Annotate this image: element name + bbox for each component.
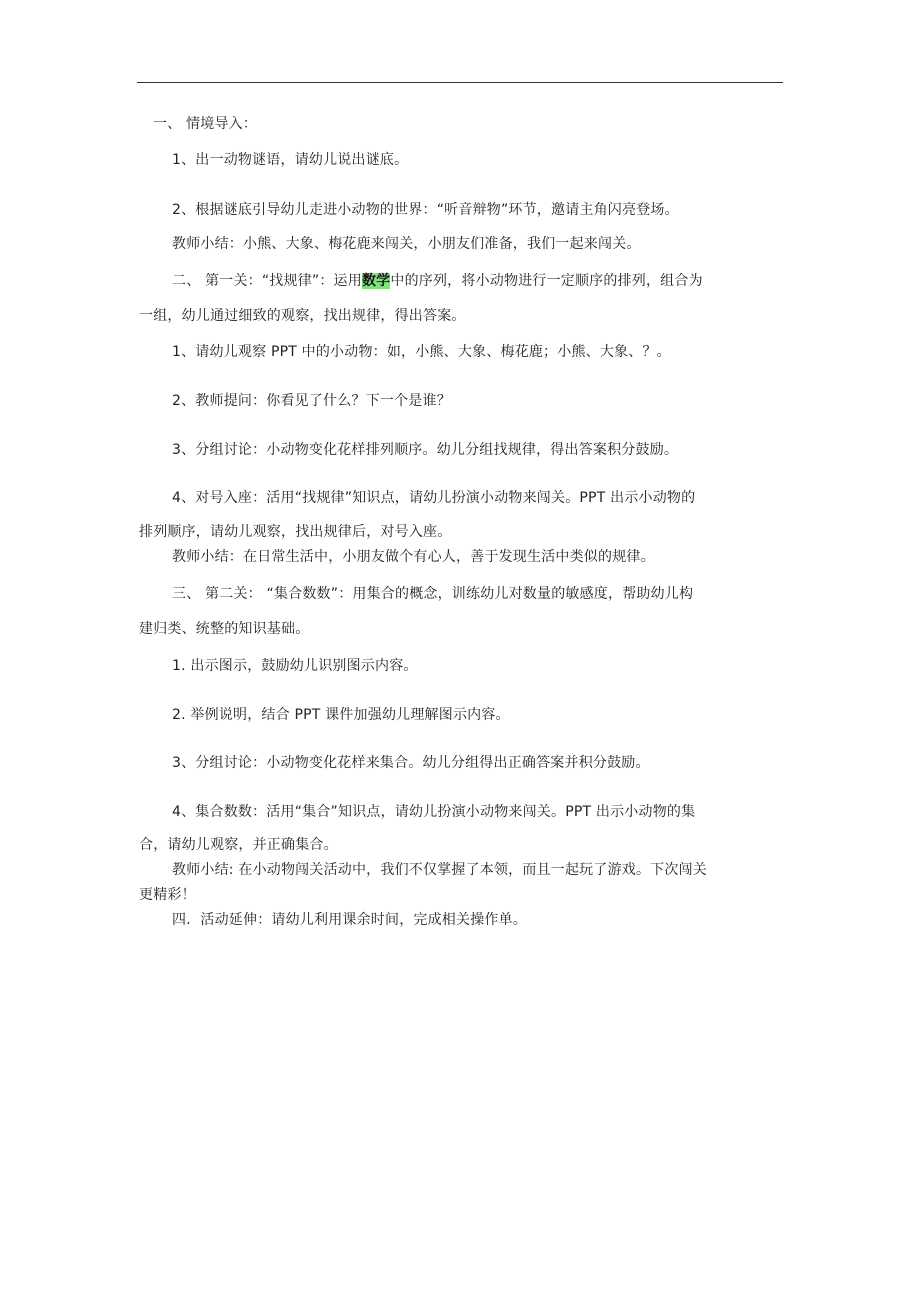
section-2-item-3: 3、分组讨论：小动物变化花样排列顺序。幼儿分组找规律，得出答案积分鼓励。 <box>172 442 679 458</box>
section-3-item-1: 1. 出示图示，鼓励幼儿识别图示内容。 <box>172 658 418 674</box>
section-1-item-2: 2、根据谜底引导幼儿走进小动物的世界：“听音辩物”环节，邀请主角闪亮登场。 <box>172 202 679 218</box>
section-3-item-2: 2. 举例说明，结合 PPT 课件加强幼儿理解图示内容。 <box>172 707 510 723</box>
section-3-item-4-continued: 合，请幼儿观察，并正确集合。 <box>139 837 338 853</box>
section-3-title-continued: 建归类、统整的知识基础。 <box>139 621 310 637</box>
section-2-title-part-a: 二、 第一关：“找规律”：运用 <box>172 273 362 289</box>
section-2-title-part-b: 中的序列，将小动物进行一定顺序的排列，组合为 <box>390 273 703 289</box>
section-3-title: 三、 第二关： “集合数数”：用集合的概念，训练幼儿对数量的敏感度，帮助幼儿构 <box>172 586 694 602</box>
section-3-summary-continued: 更精彩！ <box>139 887 196 903</box>
section-3-item-4: 4、集合数数：活用“集合”知识点，请幼儿扮演小动物来闯关。PPT 出示小动物的集 <box>172 804 696 820</box>
section-2-title-continued: 一组，幼儿通过细致的观察，找出规律，得出答案。 <box>139 308 466 324</box>
section-2-title <box>172 271 703 291</box>
section-4: 四．活动延伸：请幼儿利用课余时间，完成相关操作单。 <box>172 912 527 928</box>
highlighted-term: 数学 <box>361 273 391 289</box>
header-rule <box>137 82 783 83</box>
section-2-item-2: 2、教师提问：你看见了什么？下一个是谁？ <box>172 393 451 409</box>
section-3-summary: 教师小结: 在小动物闯关活动中，我们不仅掌握了本领，而且一起玩了游戏。下次闯关 <box>172 862 707 878</box>
section-2-summary: 教师小结：在日常生活中，小朋友做个有心人，善于发现生活中类似的规律。 <box>172 549 655 565</box>
section-2-item-1: 1、请幼儿观察 PPT 中的小动物：如，小熊、大象、梅花鹿；小熊、大象、？。 <box>172 344 671 360</box>
section-2-item-4: 4、对号入座：活用“找规律”知识点，请幼儿扮演小动物来闯关。PPT 出示小动物的 <box>172 490 696 506</box>
section-2-item-4-continued: 排列顺序，请幼儿观察，找出规律后，对号入座。 <box>139 524 452 540</box>
section-1-item-1: 1、出一动物谜语，请幼儿说出谜底。 <box>172 152 409 168</box>
section-1-summary: 教师小结：小熊、大象、梅花鹿来闯关，小朋友们准备，我们一起来闯关。 <box>172 236 641 252</box>
section-1-title: 一、 情境导入： <box>153 116 258 132</box>
section-3-item-3: 3、分组讨论：小动物变化花样来集合。幼儿分组得出正确答案并积分鼓励。 <box>172 755 650 771</box>
